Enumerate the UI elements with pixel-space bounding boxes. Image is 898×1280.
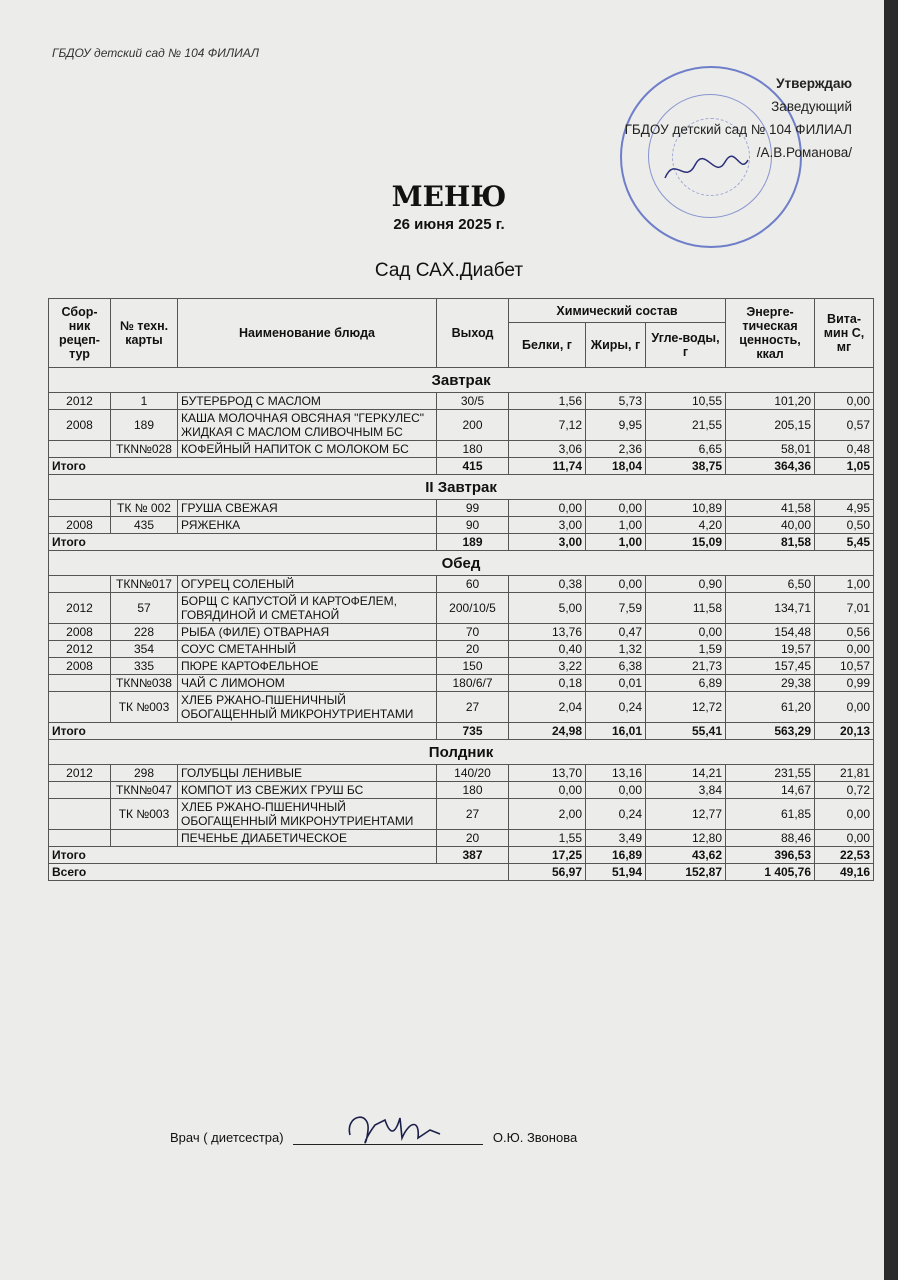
table-cell: 20 xyxy=(437,641,509,658)
table-cell: 2008 xyxy=(49,517,111,534)
table-cell: 3,00 xyxy=(509,517,586,534)
table-cell: 40,00 xyxy=(726,517,815,534)
footer xyxy=(170,1130,577,1145)
total-cell: 17,25 xyxy=(509,847,586,864)
table-cell: 11,58 xyxy=(646,593,726,624)
table-cell: 7,01 xyxy=(815,593,874,624)
col-tech: № техн. карты xyxy=(111,299,178,368)
table-cell xyxy=(49,799,111,830)
table-cell: 0,40 xyxy=(509,641,586,658)
section-header xyxy=(49,551,874,576)
total-cell: 43,62 xyxy=(646,847,726,864)
table-cell: ТКN№028 xyxy=(111,441,178,458)
table-row xyxy=(49,641,874,658)
table-row xyxy=(49,765,874,782)
table-cell: 157,45 xyxy=(726,658,815,675)
grand-total-label: Всего xyxy=(49,864,509,881)
table-cell: 30/5 xyxy=(437,393,509,410)
total-row xyxy=(49,723,874,740)
table-cell: 27 xyxy=(437,692,509,723)
table-row xyxy=(49,782,874,799)
total-cell: 55,41 xyxy=(646,723,726,740)
table-cell: 2012 xyxy=(49,593,111,624)
table-cell: СОУС СМЕТАННЫЙ xyxy=(178,641,437,658)
table-cell: 14,21 xyxy=(646,765,726,782)
signature-line xyxy=(293,1130,483,1145)
total-cell: 1,00 xyxy=(586,534,646,551)
total-cell: 22,53 xyxy=(815,847,874,864)
col-chem: Химический состав xyxy=(509,299,726,323)
table-row xyxy=(49,624,874,641)
table-cell: 6,50 xyxy=(726,576,815,593)
table-cell: 61,85 xyxy=(726,799,815,830)
table-row xyxy=(49,675,874,692)
table-cell xyxy=(49,500,111,517)
table-cell: ГОЛУБЦЫ ЛЕНИВЫЕ xyxy=(178,765,437,782)
table-cell: ЧАЙ С ЛИМОНОМ xyxy=(178,675,437,692)
table-cell: 99 xyxy=(437,500,509,517)
table-cell: 60 xyxy=(437,576,509,593)
table-cell: ПЕЧЕНЬЕ ДИАБЕТИЧЕСКОЕ xyxy=(178,830,437,847)
table-cell xyxy=(111,830,178,847)
table-row xyxy=(49,799,874,830)
table-cell: 205,15 xyxy=(726,410,815,441)
table-cell: 0,57 xyxy=(815,410,874,441)
menu-subtitle: Сад САХ.Диабет xyxy=(374,260,524,281)
table-cell: 0,00 xyxy=(509,782,586,799)
header-org: ГБДОУ детский сад № 104 ФИЛИАЛ xyxy=(52,46,259,60)
total-cell: 11,74 xyxy=(509,458,586,475)
table-cell xyxy=(49,441,111,458)
table-cell: 101,20 xyxy=(726,393,815,410)
table-cell: 19,57 xyxy=(726,641,815,658)
table-cell: 0,01 xyxy=(586,675,646,692)
table-cell: 13,16 xyxy=(586,765,646,782)
table-cell: 0,00 xyxy=(509,500,586,517)
table-cell: 5,00 xyxy=(509,593,586,624)
total-cell: 563,29 xyxy=(726,723,815,740)
table-cell: 154,48 xyxy=(726,624,815,641)
total-label: Итого xyxy=(49,534,437,551)
table-row xyxy=(49,410,874,441)
doctor-name: О.Ю. Звонова xyxy=(492,1130,578,1145)
table-cell: 6,65 xyxy=(646,441,726,458)
table-cell: 0,47 xyxy=(586,624,646,641)
table-cell: 1,59 xyxy=(646,641,726,658)
table-cell: 2008 xyxy=(49,624,111,641)
table-cell: 0,00 xyxy=(586,500,646,517)
table-cell: 180/6/7 xyxy=(437,675,509,692)
approve-name: /А.В.Романова/ xyxy=(756,145,852,160)
table-cell: 2,36 xyxy=(586,441,646,458)
table-cell: 88,46 xyxy=(726,830,815,847)
table-cell: 12,77 xyxy=(646,799,726,830)
table-row xyxy=(49,500,874,517)
table-cell: 10,57 xyxy=(815,658,874,675)
total-cell: 1,05 xyxy=(815,458,874,475)
table-cell: 189 xyxy=(111,410,178,441)
table-cell: 0,00 xyxy=(646,624,726,641)
table-row xyxy=(49,658,874,675)
table-cell: 0,72 xyxy=(815,782,874,799)
table-cell: 180 xyxy=(437,782,509,799)
col-energy: Энерге-тическая ценность, ккал xyxy=(726,299,815,368)
section-header xyxy=(49,740,874,765)
table-cell: 27 xyxy=(437,799,509,830)
table-cell: 0,24 xyxy=(586,692,646,723)
table-cell: 0,00 xyxy=(586,782,646,799)
grand-total-cell: 51,94 xyxy=(586,864,646,881)
table-cell: 12,80 xyxy=(646,830,726,847)
table-cell: 57 xyxy=(111,593,178,624)
table-cell: 0,48 xyxy=(815,441,874,458)
table-row xyxy=(49,830,874,847)
table-cell: 10,89 xyxy=(646,500,726,517)
table-cell xyxy=(49,692,111,723)
total-cell: 16,01 xyxy=(586,723,646,740)
table-cell: ХЛЕБ РЖАНО-ПШЕНИЧНЫЙ ОБОГАЩЕННЫЙ МИКРОНУТРИЕНТАМИ xyxy=(178,692,437,723)
total-cell: 735 xyxy=(437,723,509,740)
table-cell: 134,71 xyxy=(726,593,815,624)
table-cell: 90 xyxy=(437,517,509,534)
col-name: Наименование блюда xyxy=(178,299,437,368)
table-row xyxy=(49,576,874,593)
grand-total-cell: 49,16 xyxy=(815,864,874,881)
table-cell: 0,56 xyxy=(815,624,874,641)
section-header xyxy=(49,368,874,393)
table-cell: 13,76 xyxy=(509,624,586,641)
section-title: Завтрак xyxy=(49,368,874,393)
grand-total-cell: 56,97 xyxy=(509,864,586,881)
menu-table xyxy=(48,298,874,881)
table-cell: 0,00 xyxy=(815,830,874,847)
table-cell: 14,67 xyxy=(726,782,815,799)
table-cell: 2,00 xyxy=(509,799,586,830)
page-title: МЕНЮ xyxy=(391,180,507,213)
col-fat: Жиры, г xyxy=(586,323,646,368)
table-row xyxy=(49,441,874,458)
section-title: Обед xyxy=(49,551,874,576)
table-cell: 0,00 xyxy=(815,799,874,830)
table-cell xyxy=(49,782,111,799)
table-cell: БОРЩ С КАПУСТОЙ И КАРТОФЕЛЕМ, ГОВЯДИНОЙ И СМЕТАНОЙ xyxy=(178,593,437,624)
table-cell: 0,00 xyxy=(815,641,874,658)
table-row xyxy=(49,517,874,534)
approve-org: ГБДОУ детский сад № 104 ФИЛИАЛ xyxy=(624,122,852,137)
table-cell: 1,56 xyxy=(509,393,586,410)
table-cell: 9,95 xyxy=(586,410,646,441)
total-row xyxy=(49,458,874,475)
table-cell: ГРУША СВЕЖАЯ xyxy=(178,500,437,517)
section-header xyxy=(49,475,874,500)
table-cell: КОМПОТ ИЗ СВЕЖИХ ГРУШ БС xyxy=(178,782,437,799)
table-cell: 2,04 xyxy=(509,692,586,723)
total-cell: 20,13 xyxy=(815,723,874,740)
table-cell: ТК № 002 xyxy=(111,500,178,517)
table-cell: 3,22 xyxy=(509,658,586,675)
table-cell: ОГУРЕЦ СОЛЕНЫЙ xyxy=(178,576,437,593)
table-cell: 21,73 xyxy=(646,658,726,675)
table-cell: 1 xyxy=(111,393,178,410)
table-cell: 29,38 xyxy=(726,675,815,692)
table-cell: 7,12 xyxy=(509,410,586,441)
total-cell: 5,45 xyxy=(815,534,874,551)
total-cell: 38,75 xyxy=(646,458,726,475)
table-cell: 150 xyxy=(437,658,509,675)
table-cell: РЯЖЕНКА xyxy=(178,517,437,534)
table-cell: ТКN№017 xyxy=(111,576,178,593)
section-title: Полдник xyxy=(49,740,874,765)
table-cell: 70 xyxy=(437,624,509,641)
table-cell: 3,49 xyxy=(586,830,646,847)
table-cell: 7,59 xyxy=(586,593,646,624)
table-cell: 231,55 xyxy=(726,765,815,782)
table-cell: 3,84 xyxy=(646,782,726,799)
table-cell: КАША МОЛОЧНАЯ ОВСЯНАЯ "ГЕРКУЛЕС" ЖИДКАЯ С МАСЛОМ СЛИВОЧНЫМ БС xyxy=(178,410,437,441)
table-cell: 0,90 xyxy=(646,576,726,593)
table-cell: 4,20 xyxy=(646,517,726,534)
table-cell: 10,55 xyxy=(646,393,726,410)
table-cell: 2012 xyxy=(49,765,111,782)
total-label: Итого xyxy=(49,458,437,475)
table-cell: 13,70 xyxy=(509,765,586,782)
table-cell: 335 xyxy=(111,658,178,675)
table-cell: 228 xyxy=(111,624,178,641)
table-cell: 2012 xyxy=(49,641,111,658)
total-cell: 16,89 xyxy=(586,847,646,864)
total-label: Итого xyxy=(49,723,437,740)
table-cell: 140/20 xyxy=(437,765,509,782)
grand-total-cell: 152,87 xyxy=(646,864,726,881)
table-cell: 5,73 xyxy=(586,393,646,410)
approve-label: Утверждаю xyxy=(776,76,852,91)
section-title: II Завтрак xyxy=(49,475,874,500)
total-cell: 3,00 xyxy=(509,534,586,551)
table-cell: 12,72 xyxy=(646,692,726,723)
total-cell: 415 xyxy=(437,458,509,475)
table-cell: 6,89 xyxy=(646,675,726,692)
approve-position: Заведующий xyxy=(771,99,852,114)
table-cell: 0,38 xyxy=(509,576,586,593)
table-cell: 354 xyxy=(111,641,178,658)
table-row xyxy=(49,393,874,410)
table-cell xyxy=(49,576,111,593)
table-cell: 2008 xyxy=(49,410,111,441)
table-cell: 435 xyxy=(111,517,178,534)
table-cell: 1,00 xyxy=(586,517,646,534)
table-cell: КОФЕЙНЫЙ НАПИТОК С МОЛОКОМ БС xyxy=(178,441,437,458)
table-cell: 0,24 xyxy=(586,799,646,830)
doctor-label: Врач ( диетсестра) xyxy=(170,1130,284,1145)
table-cell: 3,06 xyxy=(509,441,586,458)
total-cell: 15,09 xyxy=(646,534,726,551)
total-cell: 189 xyxy=(437,534,509,551)
table-cell: ТК №003 xyxy=(111,799,178,830)
total-cell: 81,58 xyxy=(726,534,815,551)
total-label: Итого xyxy=(49,847,437,864)
table-cell: 41,58 xyxy=(726,500,815,517)
table-cell: ПЮРЕ КАРТОФЕЛЬНОЕ xyxy=(178,658,437,675)
table-cell: 1,32 xyxy=(586,641,646,658)
total-cell: 24,98 xyxy=(509,723,586,740)
grand-total-cell: 1 405,76 xyxy=(726,864,815,881)
table-cell: РЫБА (ФИЛЕ) ОТВАРНАЯ xyxy=(178,624,437,641)
table-cell: 21,55 xyxy=(646,410,726,441)
table-cell: 298 xyxy=(111,765,178,782)
table-cell: 58,01 xyxy=(726,441,815,458)
menu-date: 26 июня 2025 г. xyxy=(393,216,505,233)
table-cell: 0,99 xyxy=(815,675,874,692)
table-cell: 2012 xyxy=(49,393,111,410)
table-cell: 0,18 xyxy=(509,675,586,692)
table-cell: 0,50 xyxy=(815,517,874,534)
grand-total-row xyxy=(49,864,874,881)
table-cell: 4,95 xyxy=(815,500,874,517)
total-cell: 364,36 xyxy=(726,458,815,475)
table-cell: 200/10/5 xyxy=(437,593,509,624)
table-cell xyxy=(49,675,111,692)
table-cell: 61,20 xyxy=(726,692,815,723)
table-cell: 0,00 xyxy=(586,576,646,593)
table-cell: 1,55 xyxy=(509,830,586,847)
total-row xyxy=(49,534,874,551)
col-carbs: Угле-воды, г xyxy=(646,323,726,368)
table-cell: 0,00 xyxy=(815,692,874,723)
table-cell: БУТЕРБРОД С МАСЛОМ xyxy=(178,393,437,410)
table-cell: 20 xyxy=(437,830,509,847)
table-cell: 200 xyxy=(437,410,509,441)
table-cell: 0,00 xyxy=(815,393,874,410)
col-vitamin: Вита-мин С, мг xyxy=(815,299,874,368)
table-cell: 180 xyxy=(437,441,509,458)
table-cell xyxy=(49,830,111,847)
table-cell: 6,38 xyxy=(586,658,646,675)
menu-body xyxy=(49,368,874,881)
table-cell: ХЛЕБ РЖАНО-ПШЕНИЧНЫЙ ОБОГАЩЕННЫЙ МИКРОНУТРИЕНТАМИ xyxy=(178,799,437,830)
table-cell: 21,81 xyxy=(815,765,874,782)
total-row xyxy=(49,847,874,864)
table-row xyxy=(49,692,874,723)
col-recipe: Сбор-ник рецеп-тур xyxy=(49,299,111,368)
table-cell: ТК №003 xyxy=(111,692,178,723)
total-cell: 396,53 xyxy=(726,847,815,864)
table-row xyxy=(49,593,874,624)
col-protein: Белки, г xyxy=(509,323,586,368)
table-cell: ТКN№047 xyxy=(111,782,178,799)
total-cell: 18,04 xyxy=(586,458,646,475)
col-output: Выход xyxy=(437,299,509,368)
table-cell: 1,00 xyxy=(815,576,874,593)
table-cell: 2008 xyxy=(49,658,111,675)
table-cell: ТКN№038 xyxy=(111,675,178,692)
total-cell: 387 xyxy=(437,847,509,864)
